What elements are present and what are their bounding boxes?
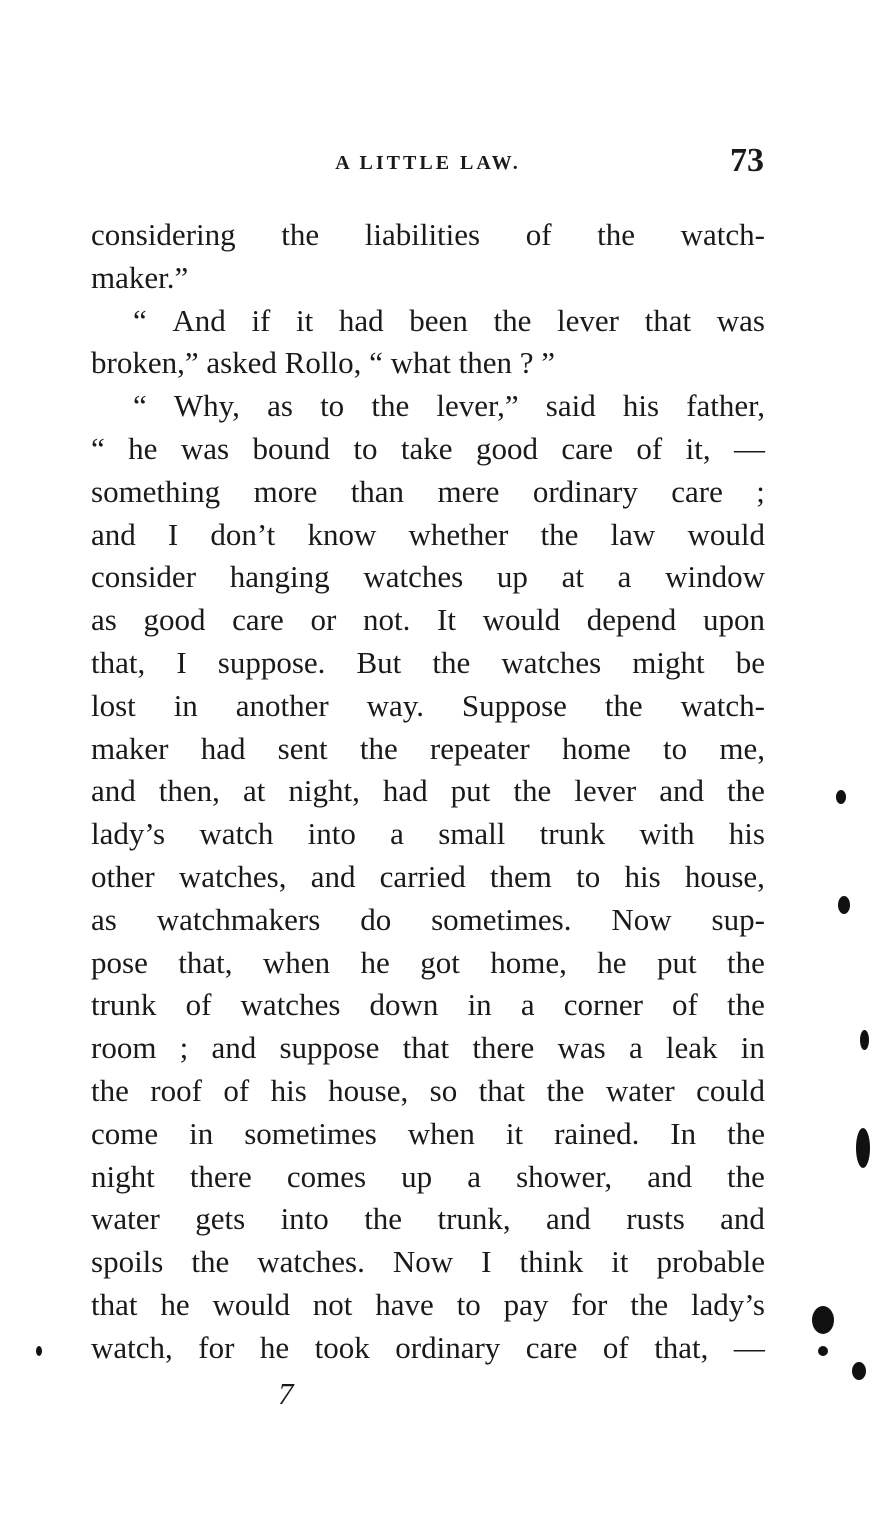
text-line: other watches, and carried them to his house,	[91, 858, 765, 894]
text-line: “ he was bound to take good care of it, —	[91, 430, 765, 466]
text-line: as good care or not. It would depend upon	[91, 602, 765, 638]
text-line: pose that, when he got home, he put the	[91, 944, 765, 980]
scan-speck	[818, 1346, 828, 1356]
scan-speck	[836, 790, 846, 804]
text-line: spoils the watches. Now I think it probable	[91, 1244, 765, 1280]
scan-speck	[856, 1128, 870, 1168]
signature-mark: 7	[278, 1376, 294, 1411]
scan-speck	[860, 1030, 869, 1050]
text-line: something more than mere ordinary care ;	[91, 473, 765, 509]
text-line: that, I suppose. But the watches might be	[91, 644, 765, 680]
text-line: broken,” asked Rollo, “ what then ? ”	[91, 345, 555, 381]
text-line: room ; and suppose that there was a leak in	[91, 1030, 765, 1066]
scan-speck	[838, 896, 850, 914]
text-line: the roof of his house, so that the water could	[91, 1072, 765, 1108]
text-line: maker had sent the repeater home to me,	[91, 730, 765, 766]
text-line: and I don’t know whether the law would	[91, 516, 765, 552]
text-line: come in sometimes when it rained. In the	[91, 1115, 765, 1151]
text-line: watch, for he took ordinary care of that, —	[91, 1329, 765, 1365]
scan-speck	[36, 1346, 42, 1356]
text-line: and then, at night, had put the lever and the	[91, 773, 765, 809]
text-line: consider hanging watches up at a window	[91, 559, 765, 595]
scan-speck	[812, 1306, 834, 1334]
text-line: night there comes up a shower, and the	[91, 1158, 765, 1194]
running-title: A LITTLE LAW.	[335, 152, 521, 174]
text-line: lady’s watch into a small trunk with his	[91, 816, 765, 852]
text-line: that he would not have to pay for the lady’s	[91, 1286, 765, 1322]
text-line: trunk of watches down in a corner of the	[91, 987, 765, 1023]
running-head	[92, 142, 764, 188]
text-line: as watchmakers do sometimes. Now sup-	[91, 901, 765, 937]
text-line: maker.”	[91, 259, 189, 295]
text-line: considering the liabilities of the watch-	[91, 217, 765, 252]
body-text	[91, 214, 765, 1370]
text-line: lost in another way. Suppose the watch-	[91, 687, 765, 723]
page-number: 73	[730, 142, 764, 179]
scan-speck	[852, 1362, 866, 1380]
text-line: water gets into the trunk, and rusts and	[91, 1201, 765, 1237]
text-line: “ Why, as to the lever,” said his father,	[133, 388, 765, 424]
text-line: “ And if it had been the lever that was	[133, 302, 765, 338]
